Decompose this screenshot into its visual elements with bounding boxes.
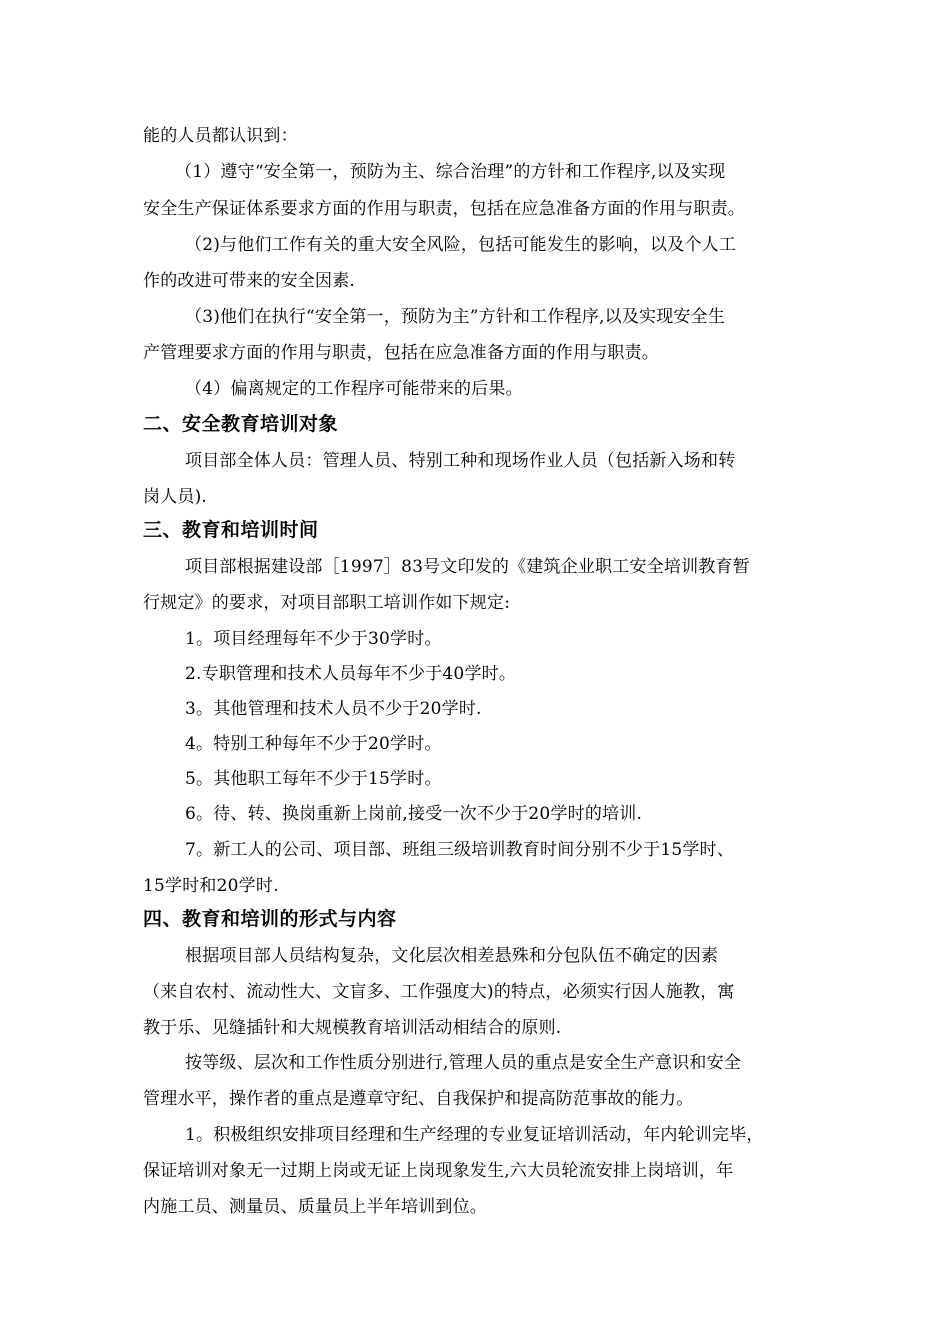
- body-line: 行规定》的要求，对项目部职工培训作如下规定:: [143, 593, 511, 613]
- list-item: 3。其他管理和技术人员不少于20学时.: [185, 699, 482, 719]
- list-item: 4。特别工种每年不少于20学时。: [185, 734, 442, 754]
- section-heading: 三、教育和培训时间: [143, 519, 319, 541]
- body-line: 教于乐、见缝插针和大规模教育培训活动相结合的原则.: [143, 1018, 562, 1038]
- list-item: 5。其他职工每年不少于15学时。: [185, 769, 442, 789]
- body-line: 项目部根据建设部［1997］83号文印发的《建筑企业职工安全培训教育暂: [185, 557, 750, 577]
- section-heading: 四、教育和培训的形式与内容: [143, 908, 397, 930]
- list-item: 1。项目经理每年不少于30学时。: [185, 629, 442, 649]
- body-line: 内施工员、测量员、质量员上半年培训到位。: [143, 1197, 487, 1217]
- body-line: 岗人员).: [143, 487, 208, 507]
- item-line: 安全生产保证体系要求方面的作用与职责，包括在应急准备方面的作用与职责。: [143, 199, 745, 219]
- list-item: 7。新工人的公司、项目部、班组三级培训教育时间分别不少于15学时、: [185, 840, 735, 860]
- body-line: 按等级、层次和工作性质分别进行,管理人员的重点是安全生产意识和安全: [185, 1053, 742, 1073]
- item-line: （1）遵守“安全第一，预防为主、综合治理”的方针和工作程序,以及实现: [175, 162, 726, 182]
- item-line: （3)他们在执行“安全第一，预防为主”方针和工作程序,以及实现安全生: [185, 307, 726, 327]
- body-line: 项目部全体人员：管理人员、特别工种和现场作业人员（包括新入场和转: [185, 451, 736, 471]
- section-heading: 二、安全教育培训对象: [143, 413, 339, 435]
- item-line: （4）偏离规定的工作程序可能带来的后果。: [185, 379, 523, 399]
- list-item: 1。积极组织安排项目经理和生产经理的专业复证培训活动，年内轮训完毕，: [185, 1125, 764, 1145]
- item-line: （2)与他们工作有关的重大安全风险，包括可能发生的影响，以及个人工: [185, 235, 737, 255]
- body-line: （来自农村、流动性大、文盲多、工作强度大)的特点，必须实行因人施教，寓: [143, 982, 735, 1002]
- body-line: 保证培训对象无一过期上岗或无证上岗现象发生,六大员轮流安排上岗培训，年: [143, 1161, 734, 1181]
- list-item: 2.专职管理和技术人员每年不少于40学时。: [185, 664, 517, 684]
- body-line: 根据项目部人员结构复杂，文化层次相差悬殊和分包队伍不确定的因素: [185, 946, 719, 966]
- list-item: 15学时和20学时.: [143, 876, 279, 896]
- body-line: 管理水平，操作者的重点是遵章守纪、自我保护和提高防范事故的能力。: [143, 1089, 694, 1109]
- item-line: 产管理要求方面的作用与职责，包括在应急准备方面的作用与职责。: [143, 343, 659, 363]
- item-line: 作的改进可带来的安全因素.: [143, 271, 356, 291]
- list-item: 6。待、转、换岗重新上岗前,接受一次不少于20学时的培训.: [185, 804, 643, 824]
- intro-line: 能的人员都认识到：: [143, 126, 298, 146]
